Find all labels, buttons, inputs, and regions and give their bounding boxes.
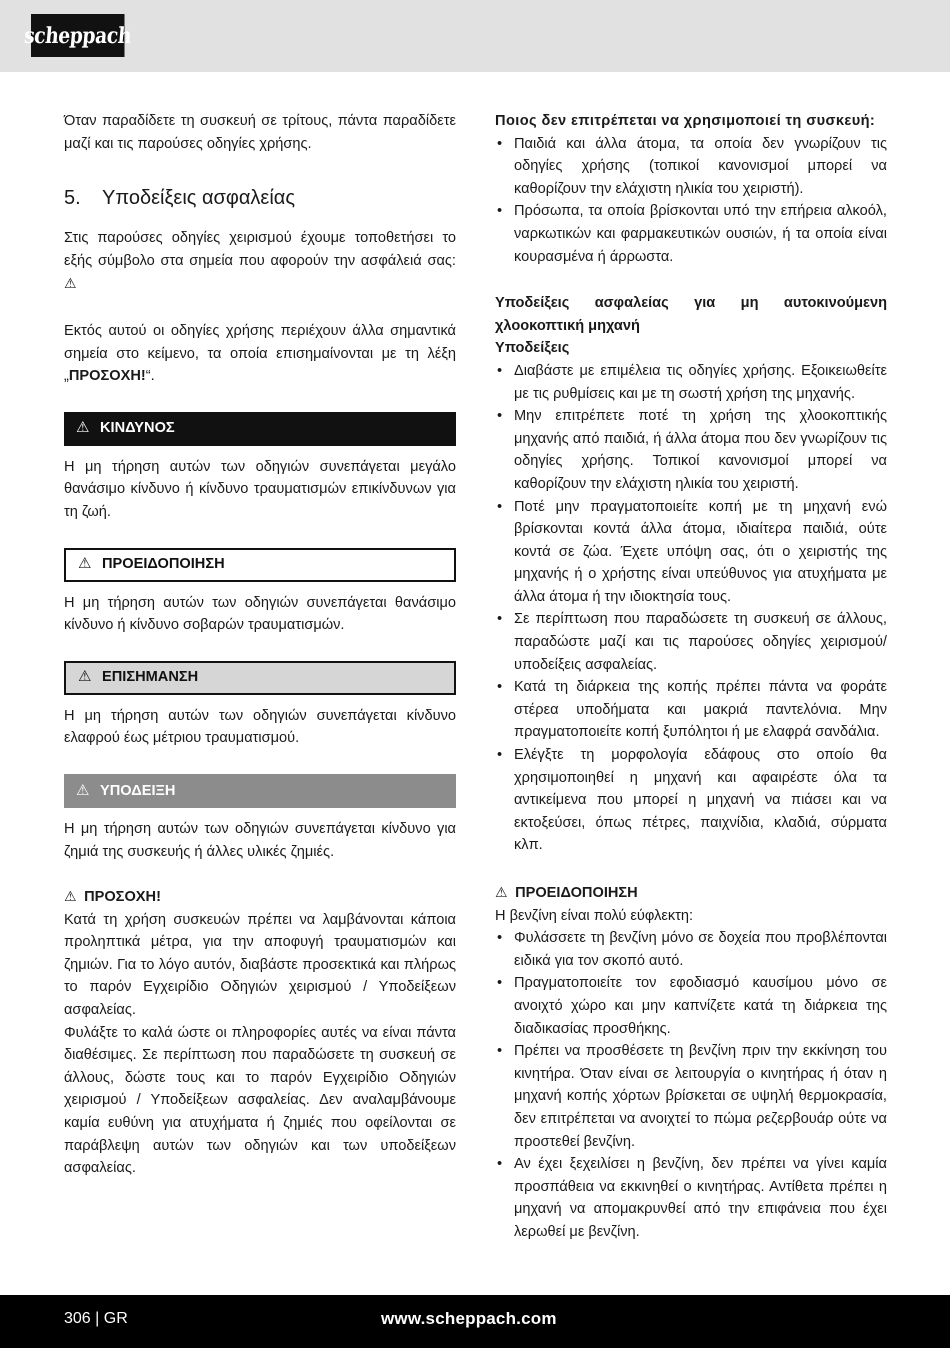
notes-keyword: ΠΡΟΣΟΧΗ! (68, 368, 146, 385)
fuel-warning-heading: ⚠ ΠΡΟΕΙΔΟΠΟΙΗΣΗ (495, 881, 887, 905)
who-list-item: • Πρόσωπα, τα οποία βρίσκονται υπό την επήρεια αλκοόλ, ναρκωτικών και φαρμακευτικών ουσιών, ή τα οποία είναι κουρασμένα ή άρρωστα. (495, 200, 887, 268)
right-column (495, 110, 887, 1244)
footer-url: www.scheppach.com (381, 1309, 557, 1328)
scheppach-logo: scheppach (31, 14, 125, 57)
warning-bar (64, 548, 456, 582)
fuel-list (495, 927, 887, 1243)
mower-list-item: • Ελέγξτε τη μορφολογία εδάφους στο οποίο θα χρησιμοποιηθεί η μηχανή και αφαιρέστε όλα τα αντικείμενα που μπορεί η μηχανή να πιάσει και να εκτοξεύσει, όπως πέτρες, παιχνίδια, κλαδιά, σύρματα κλπ. (495, 744, 887, 857)
warning-triangle-icon: ⚠ (495, 884, 508, 900)
attention-text-1: Κατά τη χρήση συσκευών πρέπει να λαμβάνονται κάποια προληπτικά μέτρα, για την αποφυγή τραυματισμών και ζημιών. Για το λόγο αυτόν, διαβάστε προσεκτικά και πλήρως το παρόν Εγχειρίδιο Οδηγιών χειρισμού / Υποδείξεων ασφαλείας. (64, 911, 456, 1019)
caution-text: Η μη τήρηση αυτών των οδηγιών συνεπάγεται κίνδυνο ελαφρού έως μέτριου τραυματισμού. (64, 707, 456, 747)
warning-triangle-icon: ⚠ (64, 275, 77, 292)
intro-text: Όταν παραδίδετε τη συσκευή σε τρίτους, πάντα παραδίδετε μαζί και τις παρούσες οδηγίες χρήσης. (64, 113, 456, 152)
header-band (0, 0, 950, 72)
attention-heading: ⚠ ΠΡΟΣΟΧΗ! (64, 885, 456, 909)
who-heading: Ποιος δεν επιτρέπεται να χρησιμοποιεί τη συσκευή: (495, 113, 876, 129)
section-title: Υποδείξεις ασφαλείας (102, 187, 295, 210)
notice-text: Η μη τήρηση αυτών των οδηγιών συνεπάγεται κίνδυνο για ζημιά της συσκευής ή άλλες υλικές ζημιές. (64, 820, 456, 860)
danger-text: Η μη τήρηση αυτών των οδηγιών συνεπάγεται μεγάλο θανάσιμο κίνδυνο ή κίνδυνο τραυματισμών επικίνδυνων για τη ζωή. (64, 458, 456, 520)
danger-bar (64, 412, 456, 446)
warning-triangle-icon: ⚠ (78, 555, 92, 573)
attention-text-2: Φυλάξτε το καλά ώστε οι πληροφορίες αυτές να είναι πάντα διαθέσιμες. Σε περίπτωση που παραδώσετε τη συσκευή σε άλλους, δώστε τους και το παρόν Εγχειρίδιο Οδηγιών χειρισμού / Υποδείξεων ασφαλείας. Δεν αναλαμβάνουμε καμία ευθύνη για ατυχήματα ή ζημιές που οφείλονται σε παράβλεψη αυτών των οδηγιών και των υποδείξεων ασφαλείας. (64, 1024, 456, 1177)
symbol-paragraph: Στις παρούσες οδηγίες χειρισμού έχουμε τοποθετήσει το εξής σύμβολο στα σημεία που αφορούν την ασφάλειά σας: ⚠ (64, 227, 456, 296)
mower-list (495, 360, 887, 857)
section-number: 5. (64, 187, 81, 210)
mower-subheading: Υποδείξεις (495, 340, 570, 357)
mower-list-item: • Διαβάστε με επιμέλεια τις οδηγίες χρήσης. Εξοικειωθείτε με τις ρυθμίσεις και με τη σωστή χρήση της μηχανής. (495, 360, 887, 405)
footer-bar (0, 1295, 950, 1348)
fuel-list-item: • Πρέπει να προσθέσετε τη βενζίνη πριν την εκκίνηση του κινητήρα. Όταν είναι σε λειτουργία ο κινητήρας ή όταν η μηχανή κοπής χόρτων βρίσκεται σε υψηλή θερμοκρασία, δεν επιτρέπεται να ανοιχτεί το πώμα ρεζερβουάρ ούτε να προστεθεί βενζίνη. (495, 1040, 887, 1153)
warning-text: Η μη τήρηση αυτών των οδηγιών συνεπάγεται θανάσιμο κίνδυνο ή κίνδυνο σοβαρών τραυματισμών. (64, 594, 456, 634)
caution-bar (64, 661, 456, 695)
notice-label: ΥΠΟΔΕΙΞΗ (100, 782, 176, 799)
page-number: 306 | GR (64, 1310, 128, 1327)
fuel-list-item: • Αν έχει ξεχειλίσει η βενζίνη, δεν πρέπει να γίνει καμία προσπάθεια να εκκινηθεί ο κινητήρας. Αντίθετα πρέπει η μηχανή να απομακρυνθεί από την επιφάνεια που έχει λερωθεί με βενζίνη. (495, 1153, 887, 1243)
warning-triangle-icon: ⚠ (76, 419, 90, 437)
danger-label: ΚΙΝΔΥΝΟΣ (100, 420, 175, 437)
who-list-item: • Παιδιά και άλλα άτομα, τα οποία δεν γνωρίζουν τις οδηγίες χρήσης (τοπικοί κανονισμοί μπορεί να καθορίζουν την ελάχιστη ηλικία του χειριστή). (495, 133, 887, 201)
caution-label: ΕΠΙΣΗΜΑΝΣΗ (102, 669, 199, 686)
notes-paragraph: Εκτός αυτού οι οδηγίες χρήσης περιέχουν άλλα σημαντικά σημεία στο κείμενο, τα οποία επισημαίνονται με τη λέξη „ΠΡΟΣΟΧΗ!“. (64, 322, 456, 385)
warning-triangle-icon: ⚠ (76, 781, 90, 799)
mower-list-item: • Μην επιτρέπετε ποτέ τη χρήση της χλοοκοπτικής μηχανής από παιδιά, ή άλλα άτομα που δεν γνωρίζουν τις οδηγίες χρήσης. Τοπικοί κανονισμοί μπορεί να καθορίζουν την ελάχιστη ηλικία του χειριστή. (495, 405, 887, 495)
warning-triangle-icon: ⚠ (64, 888, 77, 905)
fuel-list-item: • Φυλάσσετε τη βενζίνη μόνο σε δοχεία που προβλέπονται ειδικά για τον σκοπό αυτό. (495, 927, 887, 972)
mower-list-item: • Σε περίπτωση που παραδώσετε τη συσκευή σε άλλους, παραδώστε μαζί και τις παρούσες οδηγίες χειρισμού/ υποδείξεις ασφαλείας. (495, 608, 887, 676)
fuel-intro: Η βενζίνη είναι πολύ εύφλεκτη: (495, 907, 694, 924)
warning-triangle-icon: ⚠ (78, 668, 92, 686)
fuel-list-item: • Πραγματοποιείτε τον εφοδιασμό καυσίμου μόνο σε ανοιχτό χώρο και μην καπνίζετε κατά τη διάρκεια της διαδικασίας προσθήκης. (495, 972, 887, 1040)
notice-bar (64, 774, 456, 808)
mower-list-item: • Ποτέ μην πραγματοποιείτε κοπή με τη μηχανή ενώ βρίσκονται κοντά άλλα άτομα, ιδιαίτερα παιδιά, ούτε κοντά σε ζώα. Έχετε υπόψη σας, ότι ο χειριστής της μηχανής ή ο χρήστης είναι υπεύθυνος για ατυχήματα με άλλα άτομα ή την ιδιοκτησία τους. (495, 496, 887, 609)
warning-label: ΠΡΟΕΙΔΟΠΟΙΗΣΗ (102, 556, 225, 573)
mower-list-item: • Κατά τη διάρκεια της κοπής πρέπει πάντα να φοράτε στέρεα υποδήματα και μακριά παντελόνια. Μην πραγματοποιείτε κοπή ξυπόλητοι ή με ελαφρά σανδάλια. (495, 676, 887, 744)
mower-heading: Υποδείξεις ασφαλείας για μη αυτοκινούμενη χλοοκοπτική μηχανή (495, 295, 887, 334)
section-heading (64, 185, 456, 211)
who-list (495, 133, 887, 269)
left-column (64, 110, 456, 1180)
